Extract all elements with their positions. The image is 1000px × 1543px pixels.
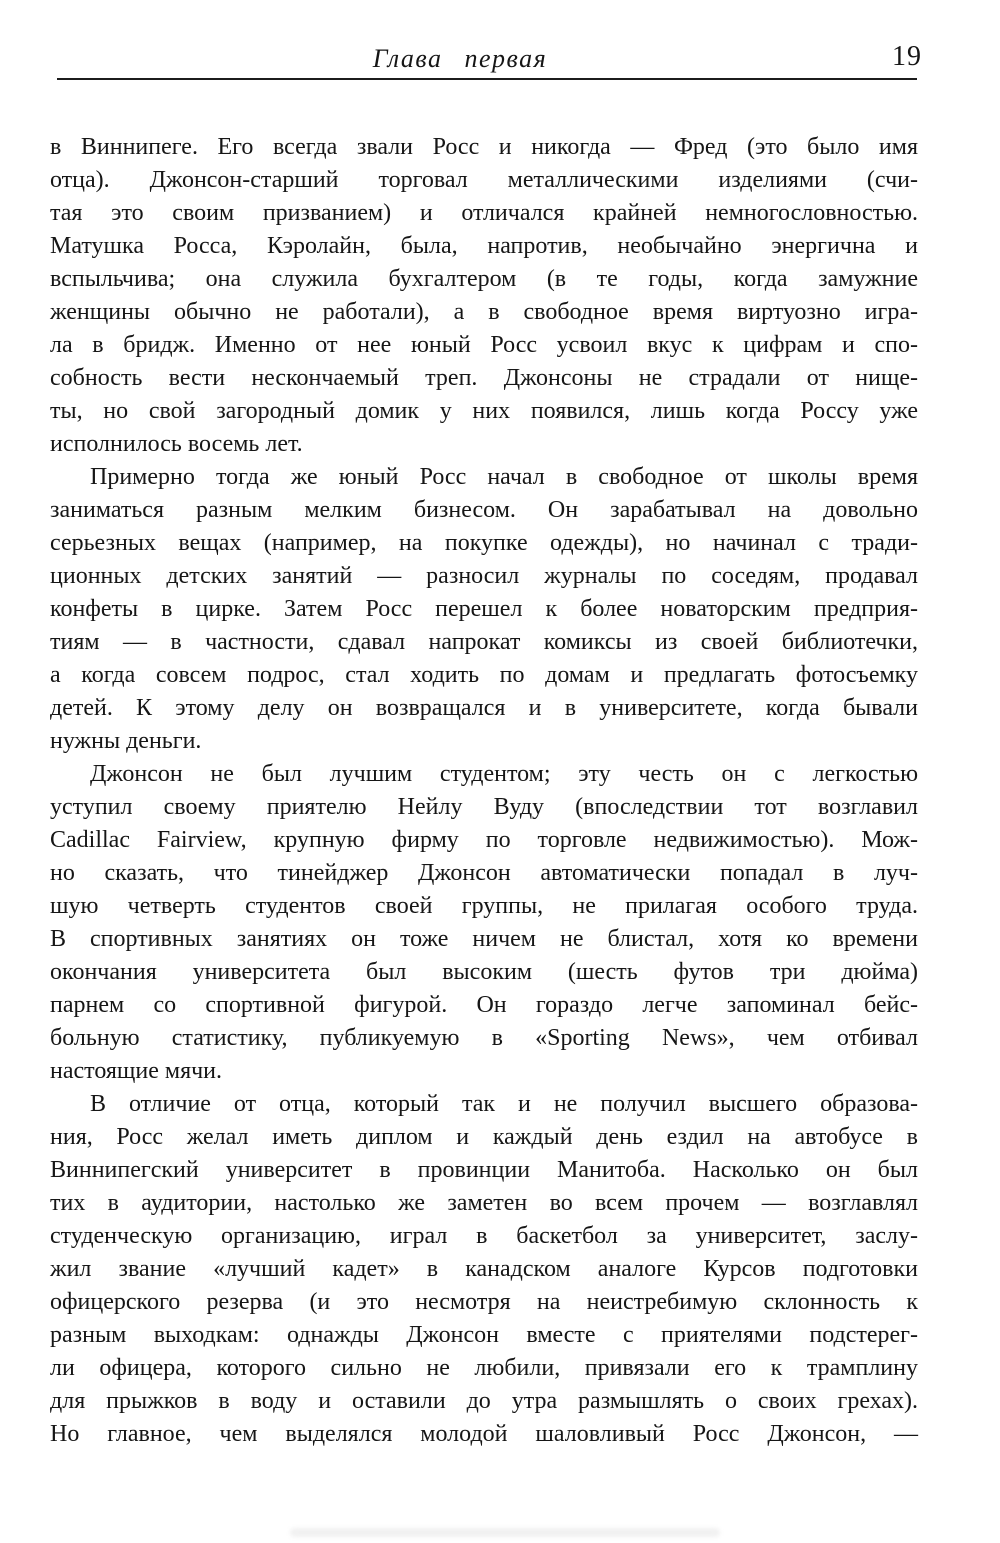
text-line: Матушка Росса, Кэролайн, была, напротив, необычайно энергична и xyxy=(50,233,918,259)
text-line: вспыльчива; она служила бухгалтером (в те годы, когда замужние xyxy=(50,266,918,292)
text-line: женщины обычно не работали), а в свободное время виртуозно игра- xyxy=(50,299,918,325)
page-number: 19 xyxy=(892,41,922,72)
text-line: больную статистику, публикуемую в «Sporting News», чем отбивал xyxy=(50,1025,918,1051)
text-line: Виннипегский университет в провинции Манитоба. Насколько он был xyxy=(50,1157,918,1183)
text-line: тих в аудитории, настолько же заметен во всем прочем — возглавлял xyxy=(50,1190,918,1216)
text-column xyxy=(50,131,918,1451)
text-line: тиям — в частности, сдавал напрокат комиксы из своей библиотечки, xyxy=(50,629,918,655)
text-line: но сказать, что тинейджер Джонсон автоматически попадал в луч- xyxy=(50,860,918,886)
text-line: заниматься разным мелким бизнесом. Он зарабатывал на довольно xyxy=(50,497,918,523)
text-line: уступил своему приятелю Нейлу Вуду (впоследствии тот возглавил xyxy=(50,794,918,820)
text-line: ла в бридж. Именно от нее юный Росс усвоил вкус к цифрам и спо- xyxy=(50,332,918,358)
text-line: Но главное, чем выделялся молодой шаловливый Росс Джонсон, — xyxy=(50,1421,918,1447)
text-line: нужны деньги. xyxy=(50,728,202,754)
text-line: окончания университета был высоким (шесть футов три дюйма) xyxy=(50,959,918,985)
running-header-title: Глава первая xyxy=(372,44,548,73)
text-line: серьезных вещах (например, на покупке одежды), но начинал с тради- xyxy=(50,530,918,556)
text-line: конфеты в цирке. Затем Росс перешел к более новаторским предприя- xyxy=(50,596,918,622)
text-line: для прыжков в воду и оставили до утра размышлять о своих грехах). xyxy=(50,1388,918,1414)
text-line: жил звание «лучший кадет» в канадском аналоге Курсов подготовки xyxy=(50,1256,918,1282)
text-line: В спортивных занятиях он тоже ничем не блистал, хотя ко времени xyxy=(50,926,918,952)
text-line: ли офицера, которого сильно не любили, привязали его к трамплину xyxy=(50,1355,918,1381)
text-line: ционных детских занятий — разносил журналы по соседям, продавал xyxy=(50,563,918,589)
text-line: Cadillac Fairview, крупную фирму по торговле недвижимостью). Мож- xyxy=(50,827,918,853)
text-line: Примерно тогда же юный Росс начал в свободное от школы время xyxy=(90,464,918,490)
text-line: парнем со спортивной фигурой. Он гораздо легче запоминал бейс- xyxy=(50,992,918,1018)
text-line: офицерского резерва (и это несмотря на неистребимую склонность к xyxy=(50,1289,918,1315)
header-rule xyxy=(57,78,917,80)
text-line: а когда совсем подрос, стал ходить по домам и предлагать фотосъемку xyxy=(50,662,918,688)
scan-artifact xyxy=(290,1528,720,1537)
text-line: настоящие мячи. xyxy=(50,1058,223,1084)
text-line: собность вести нескончаемый треп. Джонсоны не страдали от нище- xyxy=(50,365,918,391)
text-line: исполнилось восемь лет. xyxy=(50,431,303,457)
text-line: отца). Джонсон-старший торговал металлическими изделиями (счи- xyxy=(50,167,918,193)
text-line: шую четверть студентов своей группы, не прилагая особого труда. xyxy=(50,893,918,919)
text-line: Джонсон не был лучшим студентом; эту честь он с легкостью xyxy=(90,761,918,787)
text-line: в Виннипеге. Его всегда звали Росс и никогда — Фред (это было имя xyxy=(50,134,918,160)
text-line: разным выходкам: однажды Джонсон вместе с приятелями подстерег- xyxy=(50,1322,918,1348)
text-line: детей. К этому делу он возвращался и в университете, когда бывали xyxy=(50,695,918,721)
text-line: ния, Росс желал иметь диплом и каждый день ездил на автобусе в xyxy=(50,1124,918,1150)
text-line: В отличие от отца, который так и не получил высшего образова- xyxy=(90,1091,918,1117)
text-line: студенческую организацию, играл в баскетбол за университет, заслу- xyxy=(50,1223,918,1249)
text-line: тая это своим призванием) и отличался крайней немногословностью. xyxy=(50,200,918,226)
text-line: ты, но свой загородный домик у них появился, лишь когда Россу уже xyxy=(50,398,918,424)
